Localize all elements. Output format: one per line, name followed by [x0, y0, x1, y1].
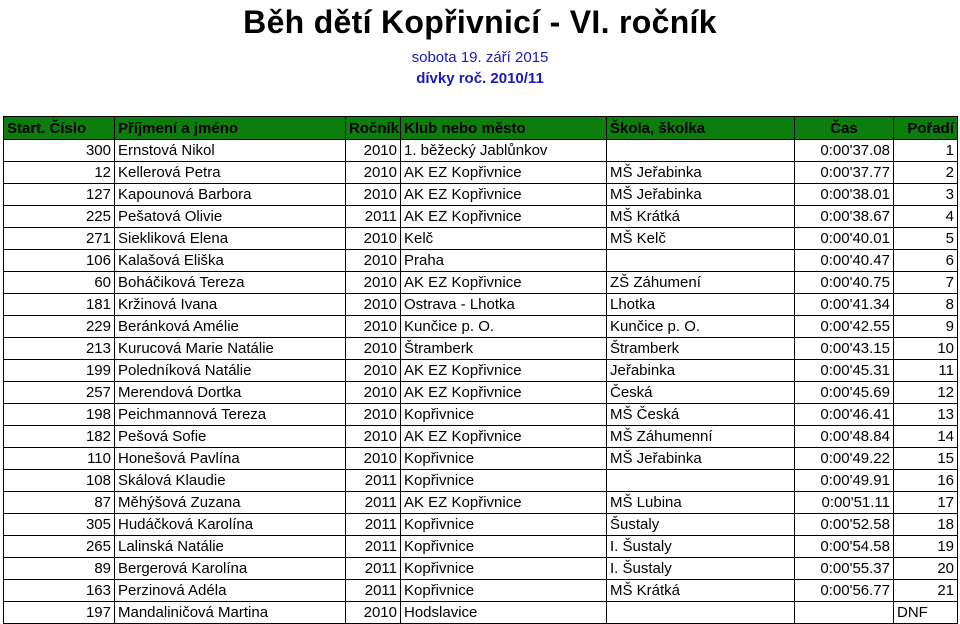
cell-rank: DNF [894, 602, 958, 624]
cell-rank: 4 [894, 206, 958, 228]
cell-rank: 1 [894, 140, 958, 162]
cell-name: Kapounová Barbora [115, 184, 346, 206]
cell-rank: 13 [894, 404, 958, 426]
cell-start-number: 257 [4, 382, 115, 404]
cell-school: MŠ Krátká [607, 580, 795, 602]
cell-rank: 12 [894, 382, 958, 404]
cell-name: Ernstová Nikol [115, 140, 346, 162]
table-row [4, 404, 958, 426]
cell-club: Kopřivnice [401, 514, 607, 536]
cell-school: Kunčice p. O. [607, 316, 795, 338]
cell-club: Kopřivnice [401, 470, 607, 492]
table-row [4, 228, 958, 250]
table-row [4, 360, 958, 382]
table-row [4, 492, 958, 514]
cell-time: 0:00'37.08 [795, 140, 894, 162]
header-row [4, 117, 958, 140]
cell-name: Poledníková Natálie [115, 360, 346, 382]
cell-name: Kalašová Eliška [115, 250, 346, 272]
cell-start-number: 163 [4, 580, 115, 602]
cell-name: Kržinová Ivana [115, 294, 346, 316]
cell-start-number: 265 [4, 536, 115, 558]
cell-school: Jeřabinka [607, 360, 795, 382]
cell-club: 1. běžecký Jablůnkov [401, 140, 607, 162]
cell-name: Honešová Pavlína [115, 448, 346, 470]
cell-club: AK EZ Kopřivnice [401, 426, 607, 448]
cell-rank: 5 [894, 228, 958, 250]
cell-time: 0:00'51.11 [795, 492, 894, 514]
cell-time: 0:00'40.47 [795, 250, 894, 272]
cell-rank: 16 [894, 470, 958, 492]
cell-school: MŠ Lubina [607, 492, 795, 514]
cell-year: 2010 [346, 294, 401, 316]
cell-club: Praha [401, 250, 607, 272]
table-row [4, 602, 958, 624]
cell-year: 2010 [346, 316, 401, 338]
cell-time: 0:00'45.69 [795, 382, 894, 404]
cell-school [607, 250, 795, 272]
cell-rank: 3 [894, 184, 958, 206]
cell-time [795, 602, 894, 624]
cell-school: MŠ Záhumenní [607, 426, 795, 448]
cell-school: Šustaly [607, 514, 795, 536]
cell-year: 2011 [346, 580, 401, 602]
table-row [4, 558, 958, 580]
cell-club: Kopřivnice [401, 558, 607, 580]
cell-time: 0:00'38.67 [795, 206, 894, 228]
cell-start-number: 225 [4, 206, 115, 228]
cell-time: 0:00'52.58 [795, 514, 894, 536]
cell-club: Štramberk [401, 338, 607, 360]
cell-name: Bergerová Karolína [115, 558, 346, 580]
cell-name: Siekliková Elena [115, 228, 346, 250]
cell-year: 2011 [346, 492, 401, 514]
cell-start-number: 108 [4, 470, 115, 492]
cell-time: 0:00'37.77 [795, 162, 894, 184]
cell-school: MŠ Jeřabinka [607, 162, 795, 184]
cell-school [607, 602, 795, 624]
cell-time: 0:00'40.01 [795, 228, 894, 250]
cell-club: Kunčice p. O. [401, 316, 607, 338]
cell-name: Měhýšová Zuzana [115, 492, 346, 514]
cell-school: Česká [607, 382, 795, 404]
cell-name: Peichmannová Tereza [115, 404, 346, 426]
cell-rank: 9 [894, 316, 958, 338]
cell-school: ZŠ Záhumení [607, 272, 795, 294]
cell-name: Kellerová Petra [115, 162, 346, 184]
cell-time: 0:00'43.15 [795, 338, 894, 360]
cell-club: Kopřivnice [401, 580, 607, 602]
cell-year: 2011 [346, 470, 401, 492]
cell-start-number: 127 [4, 184, 115, 206]
cell-rank: 7 [894, 272, 958, 294]
cell-year: 2010 [346, 250, 401, 272]
table-row [4, 206, 958, 228]
cell-year: 2010 [346, 382, 401, 404]
cell-time: 0:00'42.55 [795, 316, 894, 338]
table-row [4, 426, 958, 448]
cell-year: 2011 [346, 536, 401, 558]
cell-start-number: 182 [4, 426, 115, 448]
cell-start-number: 305 [4, 514, 115, 536]
table-row [4, 294, 958, 316]
cell-year: 2011 [346, 206, 401, 228]
cell-rank: 20 [894, 558, 958, 580]
cell-rank: 11 [894, 360, 958, 382]
cell-year: 2010 [346, 184, 401, 206]
cell-time: 0:00'38.01 [795, 184, 894, 206]
cell-club: AK EZ Kopřivnice [401, 206, 607, 228]
cell-name: Pešová Sofie [115, 426, 346, 448]
table-row [4, 448, 958, 470]
cell-time: 0:00'40.75 [795, 272, 894, 294]
table-row [4, 272, 958, 294]
table-row [4, 338, 958, 360]
cell-time: 0:00'48.84 [795, 426, 894, 448]
cell-club: Kopřivnice [401, 404, 607, 426]
cell-name: Kurucová Marie Natálie [115, 338, 346, 360]
cell-start-number: 199 [4, 360, 115, 382]
results-table [3, 116, 958, 624]
table-row [4, 184, 958, 206]
cell-rank: 2 [894, 162, 958, 184]
cell-year: 2010 [346, 360, 401, 382]
cell-rank: 15 [894, 448, 958, 470]
table-row [4, 514, 958, 536]
cell-year: 2011 [346, 558, 401, 580]
cell-name: Boháčiková Tereza [115, 272, 346, 294]
cell-start-number: 106 [4, 250, 115, 272]
cell-club: Kopřivnice [401, 448, 607, 470]
col-header-time: Čas [795, 117, 894, 140]
cell-time: 0:00'55.37 [795, 558, 894, 580]
cell-year: 2011 [346, 514, 401, 536]
cell-time: 0:00'49.22 [795, 448, 894, 470]
cell-year: 2010 [346, 426, 401, 448]
cell-school: I. Šustaly [607, 558, 795, 580]
category-label: dívky roč. 2010/11 [416, 70, 544, 87]
cell-name: Lalinská Natálie [115, 536, 346, 558]
cell-start-number: 229 [4, 316, 115, 338]
cell-start-number: 197 [4, 602, 115, 624]
cell-school: Štramberk [607, 338, 795, 360]
cell-rank: 8 [894, 294, 958, 316]
table-row [4, 580, 958, 602]
cell-year: 2010 [346, 228, 401, 250]
cell-start-number: 213 [4, 338, 115, 360]
cell-start-number: 300 [4, 140, 115, 162]
cell-school: MŠ Kelč [607, 228, 795, 250]
table-row [4, 382, 958, 404]
cell-school: MŠ Česká [607, 404, 795, 426]
cell-start-number: 60 [4, 272, 115, 294]
col-header-school: Škola, školka [607, 117, 795, 140]
cell-start-number: 198 [4, 404, 115, 426]
table-row [4, 316, 958, 338]
cell-name: Mandaliničová Martina [115, 602, 346, 624]
cell-year: 2010 [346, 338, 401, 360]
cell-start-number: 110 [4, 448, 115, 470]
cell-year: 2010 [346, 162, 401, 184]
cell-time: 0:00'49.91 [795, 470, 894, 492]
table-row [4, 536, 958, 558]
cell-start-number: 12 [4, 162, 115, 184]
cell-club: Ostrava - Lhotka [401, 294, 607, 316]
cell-school: MŠ Jeřabinka [607, 448, 795, 470]
col-header-year: Ročník [346, 117, 401, 140]
cell-club: Kelč [401, 228, 607, 250]
cell-school: I. Šustaly [607, 536, 795, 558]
cell-club: AK EZ Kopřivnice [401, 184, 607, 206]
cell-year: 2010 [346, 272, 401, 294]
cell-school: Lhotka [607, 294, 795, 316]
cell-start-number: 181 [4, 294, 115, 316]
col-header-start-number: Start. Číslo [4, 117, 115, 140]
cell-rank: 17 [894, 492, 958, 514]
cell-rank: 6 [894, 250, 958, 272]
cell-club: Hodslavice [401, 602, 607, 624]
cell-start-number: 89 [4, 558, 115, 580]
cell-school [607, 140, 795, 162]
cell-club: AK EZ Kopřivnice [401, 162, 607, 184]
cell-rank: 21 [894, 580, 958, 602]
cell-school [607, 470, 795, 492]
cell-rank: 14 [894, 426, 958, 448]
cell-year: 2010 [346, 140, 401, 162]
cell-rank: 10 [894, 338, 958, 360]
cell-school: MŠ Krátká [607, 206, 795, 228]
cell-year: 2010 [346, 602, 401, 624]
cell-start-number: 271 [4, 228, 115, 250]
event-date: sobota 19. září 2015 [411, 49, 549, 66]
cell-time: 0:00'41.34 [795, 294, 894, 316]
cell-club: AK EZ Kopřivnice [401, 492, 607, 514]
cell-rank: 19 [894, 536, 958, 558]
cell-name: Hudáčková Karolína [115, 514, 346, 536]
table-row [4, 162, 958, 184]
cell-time: 0:00'46.41 [795, 404, 894, 426]
cell-club: AK EZ Kopřivnice [401, 272, 607, 294]
cell-time: 0:00'45.31 [795, 360, 894, 382]
cell-name: Skálová Klaudie [115, 470, 346, 492]
col-header-name: Příjmení a jméno [115, 117, 346, 140]
cell-name: Perzinová Adéla [115, 580, 346, 602]
cell-school: MŠ Jeřabinka [607, 184, 795, 206]
table-row [4, 470, 958, 492]
cell-year: 2010 [346, 404, 401, 426]
table-row [4, 250, 958, 272]
cell-year: 2010 [346, 448, 401, 470]
cell-name: Merendová Dortka [115, 382, 346, 404]
page-title: Běh dětí Kopřivnicí - VI. ročník [243, 4, 717, 40]
cell-start-number: 87 [4, 492, 115, 514]
col-header-club: Klub nebo město [401, 117, 607, 140]
cell-time: 0:00'54.58 [795, 536, 894, 558]
cell-name: Beránková Amélie [115, 316, 346, 338]
cell-time: 0:00'56.77 [795, 580, 894, 602]
cell-club: Kopřivnice [401, 536, 607, 558]
cell-club: AK EZ Kopřivnice [401, 382, 607, 404]
cell-rank: 18 [894, 514, 958, 536]
table-row [4, 140, 958, 162]
col-header-rank: Pořadí [894, 117, 958, 140]
cell-club: AK EZ Kopřivnice [401, 360, 607, 382]
cell-name: Pešatová Olivie [115, 206, 346, 228]
